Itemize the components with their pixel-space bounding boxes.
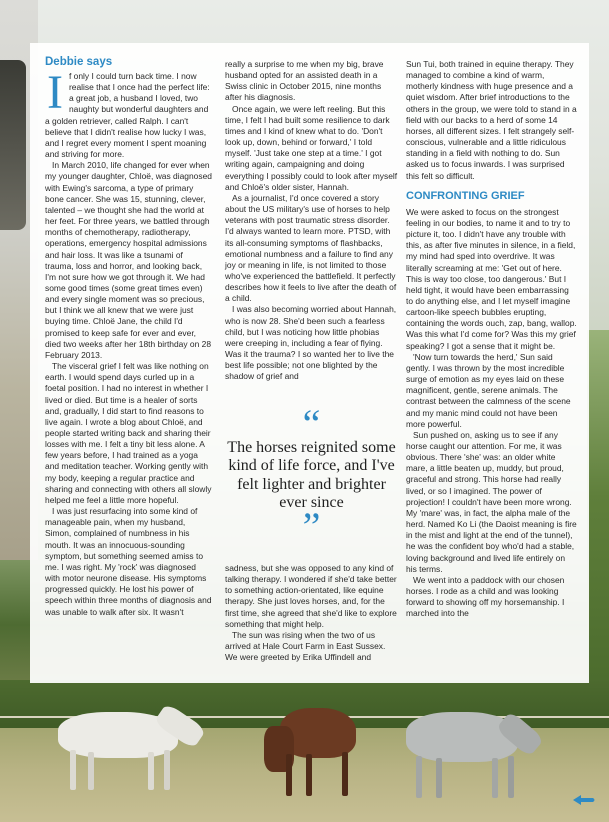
brown-horse (262, 704, 372, 800)
pull-quote-text: The horses reignited some kind of life force, and I've felt lighter and brighter ever since (227, 439, 396, 511)
paragraph: sadness, but she was opposed to any kind of talking therapy. I wondered if she'd take better to something action-orientated, like equine therapy. She just loves horses, and, for the first time, she agreed that she'd like to explore something that might help. (225, 563, 397, 629)
paragraph: Sun pushed on, asking us to see if any horse caught our attention. For me, it was obvious. There 'she' was: an older white mare, a little beaten up, muddy, but proud, graceful and strong. This horse had really lived, or so I imagined. The power of projection! I couldn't have been more wrong. My 'mare' was, in fact, the alpha male of the herd. Named Ko Li (the Daoist meaning is fire in the mist and light at the end of the tunnel), he was the confident boy who'd had a stable, loving background and lived life entirely on his terms. (406, 429, 577, 574)
white-horse (48, 704, 208, 794)
paragraph: really a surprise to me when my big, brave husband opted for an assisted death in a Swiss clinic in October 2015, nine months after his diagnosis. (225, 59, 384, 103)
close-quote-icon: ” (302, 504, 321, 550)
article-column-2 (225, 59, 398, 383)
paragraph: Once again, we were left reeling. But this time, I felt I had built some resilience to dark times and I kind of knew what to do. 'Don't look up, down, behind or forward,' I told myself. 'Just take one step at a time.' I got writing again, campaigning and doing everything I possibly could to look after myself and Chloë's older sister, Hannah. (225, 103, 398, 192)
pointing-hand-icon (571, 792, 597, 808)
article-panel (30, 43, 589, 683)
open-quote-icon: “ (302, 401, 321, 446)
photo-shadow (0, 60, 26, 230)
paragraph: Sun Tui, both trained in equine therapy. They managed to combine a kind of warm, motherly kindness with huge presence and a quiet wisdom. After brief introductions to the others in the group, we were told to stand in a field with our backs to a herd of some 14 horses, all different sizes. I felt strangely self-conscious, vulnerable and a little ridiculous standing in a field with nothing to do. Sun asked us to focus inwards. I was surprised this felt so difficult. (406, 59, 577, 181)
byline: Debbie says (45, 56, 113, 68)
paragraph: f only I could turn back time. I now realise that I once had the perfect life: a great job, a husband I loved, two naughty but wonderful daughters and a golden retriever, called Ralph. I can't believe that I didn't realise how lucky I was, and I regret every moment I spent moaning and striving for more. (45, 71, 210, 160)
drop-cap: I (47, 66, 63, 119)
paragraph: The sun was rising when the two of us arrived at Hale Court Farm in East Sussex. We were greeted by Erika Uffindell and (225, 629, 386, 663)
pull-quote (225, 401, 398, 550)
article-column-3 (406, 59, 578, 620)
photo-foliage (587, 330, 609, 700)
section-subhead: CONFRONTING GRIEF (406, 189, 525, 202)
paragraph: In March 2010, life changed for ever when my younger daughter, Chloë, was diagnosed with Ewing's sarcoma, a type of primary bone cancer. She was 15, stunning, clever, talented – we thought she had the world at her feet. For three years, we battled through months of chemotherapy, radiotherapy, operations, emergency hospital admissions and hair loss. It was like a tsunami of trauma, loss and horror, and looking back, I'm not sure how we got through it. We had some good times (some great times even) and every single moment was so precious, but I think we all knew that we were just buying time. Chloë Jane, the child I'd promised to keep safe for ever and ever, died two weeks after her 18th birthday on 28 February 2013. (45, 160, 212, 360)
paragraph: I was just resurfacing into some kind of manageable pain, when my husband, Simon, complained of numbness in his mouth. It was an innocuous-sounding symptom, but something seemed amiss to me. I was right. My 'rock' was diagnosed with motor neurone disease. His symptoms progressed quickly. He lost his power of speech within three months of diagnosis and was unable to walk after six. It wasn't (45, 506, 212, 617)
article-column-1 (45, 55, 213, 618)
paragraph: We went into a paddock with our chosen horses. I rode as a child and was looking forward to showing off my horsemanship. I marched into the (406, 574, 565, 619)
paragraph: 'Now turn towards the herd,' Sun said gently. I was thrown by the most incredible surge of emotion as my eyes laid on these magnificent, gentle, serene animals. The contrast between the calmness of the scene and my manic mind could not have been more powerful. (406, 351, 571, 429)
article-column-2-continued (225, 563, 398, 663)
paragraph: The visceral grief I felt was like nothing on earth. I would spend days curled up in a foetal position. I had no interest in whether I lived or died. But time is a healer of sorts and, gradually, I did start to find reasons to live again. I wrote a blog about Chloë, and people started writing back and sharing their losses with me. I felt a tiny bit less alone. A few years before, I had trained as a yoga and meditation teacher. Working gently with my body, keeping a regular practice and sharing and connecting with others all slowly helped me feel a little more hopeful. (45, 361, 212, 505)
paragraph: As a journalist, I'd once covered a story about the US military's use of horses to help veterans with post traumatic stress disorder. I'd always wanted to learn more. PTSD, with its all-consuming symptoms of flashbacks, emotional numbness and a failure to find any joy or meaning in life, is not limited to those who've experienced the battlefield. It perfectly describes how it feels to live after the death of a child. (225, 192, 397, 304)
paragraph: I was also becoming worried about Hannah, who is now 28. She'd been such a fearless child, but I was noticing how little phobias were creeping in, including a fear of flying. Was it the trauma? I so wanted her to live the best life possible; not one blighted by the shadow of grief and (225, 304, 397, 382)
paragraph: We were asked to focus on the strongest feeling in our bodies, to name it and to try to picture it, too. I didn't have any trouble with this, as after five minutes in silence, in a field, my mind had sped into overdrive. It was literally screaming at me: 'Get out of here. This is way too close, too dangerous.' But I held tight, it would have been embarrassing to do anything else, and I let myself imagine cartoon-like speech bubbles erupting, containing the words ouch, zap, bang, wallop. Was this what I'd come for? Was this my grief speaking? I got a sense that it might be. (406, 206, 577, 351)
dapple-grey-horse (398, 704, 548, 802)
